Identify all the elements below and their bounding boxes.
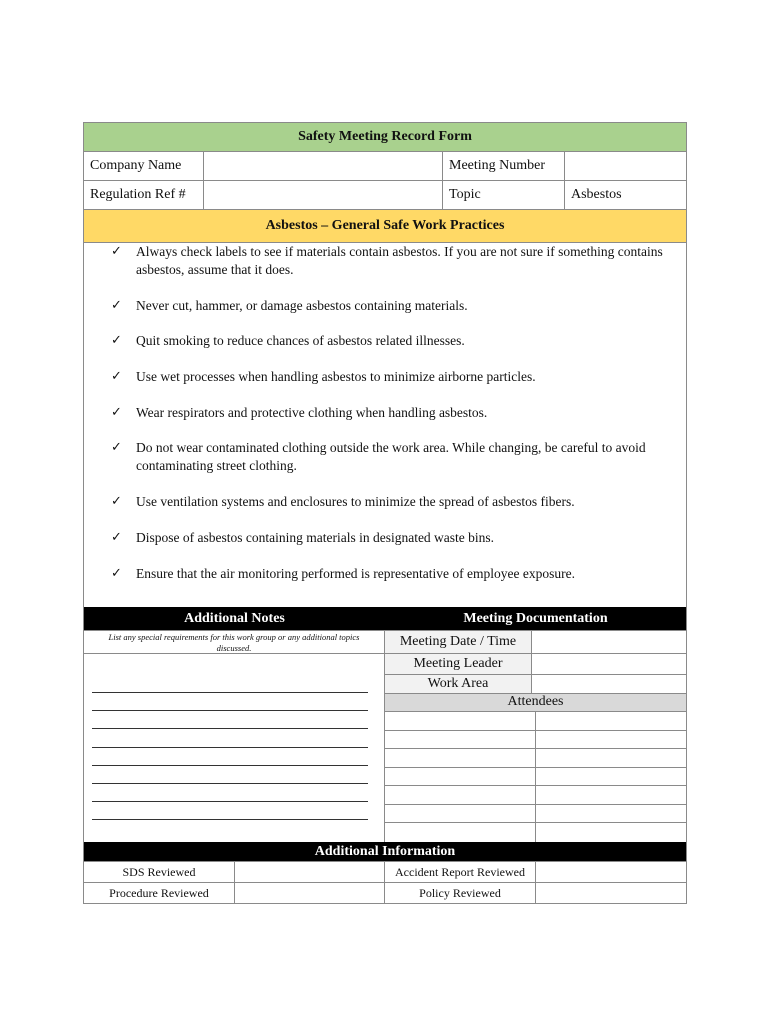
attendee-cell[interactable] [536, 712, 686, 730]
lower-header [84, 607, 686, 630]
sds-reviewed-label: SDS Reviewed [84, 862, 235, 882]
company-name-field[interactable] [204, 152, 443, 180]
meeting-leader-field[interactable] [532, 654, 686, 674]
sds-reviewed-field[interactable] [235, 862, 385, 882]
note-line[interactable] [92, 801, 368, 802]
attendee-cell[interactable] [385, 805, 536, 823]
topic-label: Topic [443, 181, 565, 209]
additional-information-title: Additional Information [84, 842, 686, 861]
note-line[interactable] [92, 783, 368, 784]
work-area-label: Work Area [385, 675, 532, 693]
company-name-label: Company Name [84, 152, 204, 180]
attendee-row [385, 768, 686, 787]
practice-item: ✓ Never cut, hammer, or damage asbestos containing materials. [111, 298, 468, 313]
section-title: Asbestos – General Safe Work Practices [84, 210, 686, 243]
procedure-reviewed-label: Procedure Reviewed [84, 883, 235, 903]
check-icon: ✓ [111, 566, 122, 581]
attendee-cell[interactable] [536, 749, 686, 767]
attendee-cell[interactable] [385, 731, 536, 749]
check-icon: ✓ [111, 494, 122, 509]
attendee-row [385, 712, 686, 731]
attendee-cell[interactable] [536, 768, 686, 786]
form-title: Safety Meeting Record Form [84, 123, 686, 152]
attendee-row [385, 823, 686, 842]
procedure-row [84, 882, 686, 903]
note-line[interactable] [92, 819, 368, 820]
attendee-row [385, 786, 686, 805]
check-icon: ✓ [111, 333, 122, 348]
procedure-reviewed-field[interactable] [235, 883, 385, 903]
additional-notes-title: Additional Notes [184, 610, 285, 626]
policy-reviewed-label: Policy Reviewed [385, 883, 536, 903]
practice-item: ✓ Use ventilation systems and enclosures to minimize the spread of asbestos fibers. [111, 494, 575, 509]
sds-row [84, 861, 686, 882]
practice-item: ✓ Quit smoking to reduce chances of asbestos related illnesses. [111, 333, 465, 348]
practice-item: ✓ Dispose of asbestos containing materials in designated waste bins. [111, 530, 495, 545]
notes-instruction: List any special requirements for this work group or any additional topics discussed. [84, 630, 384, 654]
regulation-field[interactable] [204, 181, 443, 209]
attendee-cell[interactable] [385, 712, 536, 730]
check-icon: ✓ [111, 405, 122, 420]
meeting-date-field[interactable] [532, 631, 686, 653]
attendee-cell[interactable] [536, 823, 686, 842]
practice-item: ✓ Always check labels to see if materials contain asbestos. If you are not sure if something contains asbestos, assume that it does. [111, 244, 663, 277]
work-area-field[interactable] [532, 675, 686, 693]
practice-item: ✓ Do not wear contaminated clothing outside the work area. While changing, be careful to avoid contaminating street clothing. [111, 440, 646, 473]
practice-item: ✓ Ensure that the air monitoring performed is representative of employee exposure. [111, 566, 575, 581]
check-icon: ✓ [111, 440, 122, 455]
meeting-number-field[interactable] [565, 152, 686, 180]
note-line[interactable] [92, 747, 368, 748]
practice-item: ✓ Wear respirators and protective clothing when handling asbestos. [111, 405, 488, 420]
attendee-cell[interactable] [385, 749, 536, 767]
check-icon: ✓ [111, 298, 122, 313]
attendee-row [385, 805, 686, 824]
attendees-header: Attendees [385, 694, 686, 713]
note-line[interactable] [92, 692, 368, 693]
notes-panel [84, 630, 385, 842]
meeting-date-row [385, 630, 686, 654]
note-line[interactable] [92, 728, 368, 729]
attendee-row [385, 749, 686, 768]
attendee-cell[interactable] [536, 805, 686, 823]
regulation-label: Regulation Ref # [84, 181, 204, 209]
practices-list [84, 243, 686, 607]
meeting-date-label: Meeting Date / Time [385, 631, 532, 653]
accident-report-label: Accident Report Reviewed [385, 862, 536, 882]
meeting-number-label: Meeting Number [443, 152, 565, 180]
policy-reviewed-field[interactable] [536, 883, 686, 903]
note-line[interactable] [92, 710, 368, 711]
documentation-panel [385, 630, 686, 842]
topic-field[interactable]: Asbestos [571, 187, 622, 202]
regulation-row [84, 181, 686, 210]
check-icon: ✓ [111, 244, 122, 259]
work-area-row [385, 675, 686, 694]
attendee-cell[interactable] [536, 786, 686, 804]
attendee-row [385, 731, 686, 750]
attendee-cell[interactable] [536, 731, 686, 749]
check-icon: ✓ [111, 530, 122, 545]
meeting-documentation-title: Meeting Documentation [463, 610, 608, 626]
lower-body [84, 630, 686, 842]
meeting-leader-label: Meeting Leader [385, 654, 532, 674]
note-line[interactable] [92, 765, 368, 766]
practice-item: ✓ Use wet processes when handling asbestos to minimize airborne particles. [111, 369, 536, 384]
attendee-cell[interactable] [385, 823, 536, 842]
attendee-cell[interactable] [385, 768, 536, 786]
check-icon: ✓ [111, 369, 122, 384]
accident-report-field[interactable] [536, 862, 686, 882]
attendee-cell[interactable] [385, 786, 536, 804]
company-row [84, 152, 686, 181]
meeting-leader-row [385, 654, 686, 675]
safety-meeting-form [83, 122, 687, 904]
